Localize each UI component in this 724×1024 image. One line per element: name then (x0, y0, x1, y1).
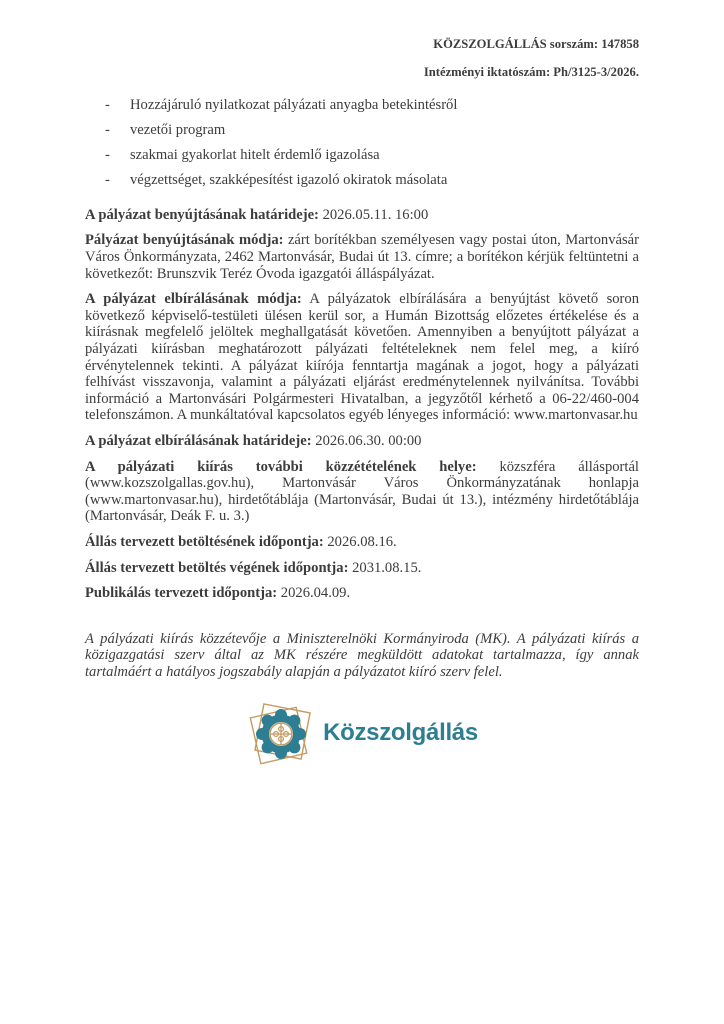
section-value: közszféra állásportál (www.kozszolgallas.gov.hu), Martonvásár Város Önkormányzatának honlapja (www.martonvasar.hu), hirdetőtáblája (Martonvásár, Budai út 13.), intézmény hirdetőtáblája (Martonvásár, Deák F. u. 3.) (85, 458, 639, 525)
position-end-date (85, 560, 639, 577)
section-value: 2031.08.15. (352, 559, 422, 576)
section-label: A pályázat elbírálásának módja: (85, 291, 302, 308)
section-label: A pályázat benyújtásának határideje: (85, 206, 319, 223)
section-label: A pályázat elbírálásának határideje: (85, 433, 312, 449)
document-header (85, 36, 639, 80)
publication-places (85, 459, 639, 525)
section-value: A pályázatok elbírálására a benyújtást követő soron következő képviselő-testületi ülésen kerül sor, a Humán Bizottság előzetes értékelése és a kiírásnak megfelelő jelöltek meghallgatását követően. Amennyiben a benyújtott pályázat a pályázati kiírásban meghatározott pályázati feltételeknek nem felel meg, a kiíró érvénytelennek tekinti. A pályázat kiírója fenntartja magának a jogot, hogy a pályázati felhívást visszavonja, valamint a pályázati eljárást eredménytelennek nyilvánítsa. További információ a Martonvásári Polgármesteri Hivatalban, a jegyzőtől kérhető a 06-22/460-004 telefonszámon. A munkáltatóval kapcsolatos egyéb lényeges információ: www.martonvasar.hu (85, 291, 640, 424)
serial-number: KÖZSZOLGÁLLÁS sorszám: 147858 (433, 37, 639, 51)
bullet-dash: - (105, 97, 110, 113)
publication-date (85, 585, 639, 602)
attachment-list (85, 97, 639, 189)
list-item (85, 97, 639, 114)
evaluation-method (85, 291, 639, 424)
list-item-text: végzettséget, szakképesítést igazoló okiratok másolata (130, 172, 448, 189)
bullet-dash: - (105, 172, 110, 189)
section-value: 2026.06.30. 00:00 (315, 433, 422, 449)
kozszolgallas-logo-icon (246, 701, 316, 767)
submission-method (85, 232, 639, 282)
list-item (85, 147, 639, 164)
list-item (85, 122, 639, 139)
disclaimer-paragraph: A pályázati kiírás közzétevője a Miniszterelnöki Kormányiroda (MK). A pályázati kiírás a közigazgatási szerv által az MK részére megküldött adatokat tartalmazza, így annak tartalmáért a hatályos jogszabály alapján a pályázatot kiíró szerv felel. (85, 630, 639, 680)
section-label: A pályázati kiírás további közzétételének helye: (85, 458, 477, 475)
section-value: 2026.04.09. (280, 585, 351, 602)
bullet-dash: - (105, 147, 110, 164)
registry-number: Intézményi iktatószám: Ph/3125-3/2026. (423, 65, 639, 79)
position-start-date (85, 534, 639, 551)
bullet-dash: - (105, 122, 110, 139)
section-value: zárt borítékban személyesen vagy postai úton, Martonvásár Város Önkormányzata, 2462 Martonvásár, Budai út 13. címre; a borítékon kérjük feltüntetni a következőt: Brunszvik Teréz Óvoda igazgatói álláspályázat. (85, 232, 639, 282)
list-item (85, 172, 639, 189)
section-value: 2026.05.11. 16:00 (322, 206, 429, 223)
kozszolgallas-logo (85, 701, 639, 767)
list-item-text: Hozzájáruló nyilatkozat pályázati anyagba betekintésről (130, 97, 458, 113)
section-label: Publikálás tervezett időpontja: (85, 585, 278, 602)
section-value: 2026.08.16. (327, 533, 397, 550)
section-label: Állás tervezett betöltésének időpontja: (85, 533, 324, 550)
list-item-text: szakmai gyakorlat hitelt érdemlő igazolása (130, 147, 380, 164)
logo-wordmark: Közszolgállás (323, 719, 478, 747)
section-label: Állás tervezett betöltés végének időpontja: (85, 559, 349, 576)
evaluation-deadline (85, 433, 639, 450)
submission-deadline (85, 207, 639, 224)
section-label: Pályázat benyújtásának módja: (85, 232, 284, 249)
list-item-text: vezetői program (130, 122, 226, 139)
